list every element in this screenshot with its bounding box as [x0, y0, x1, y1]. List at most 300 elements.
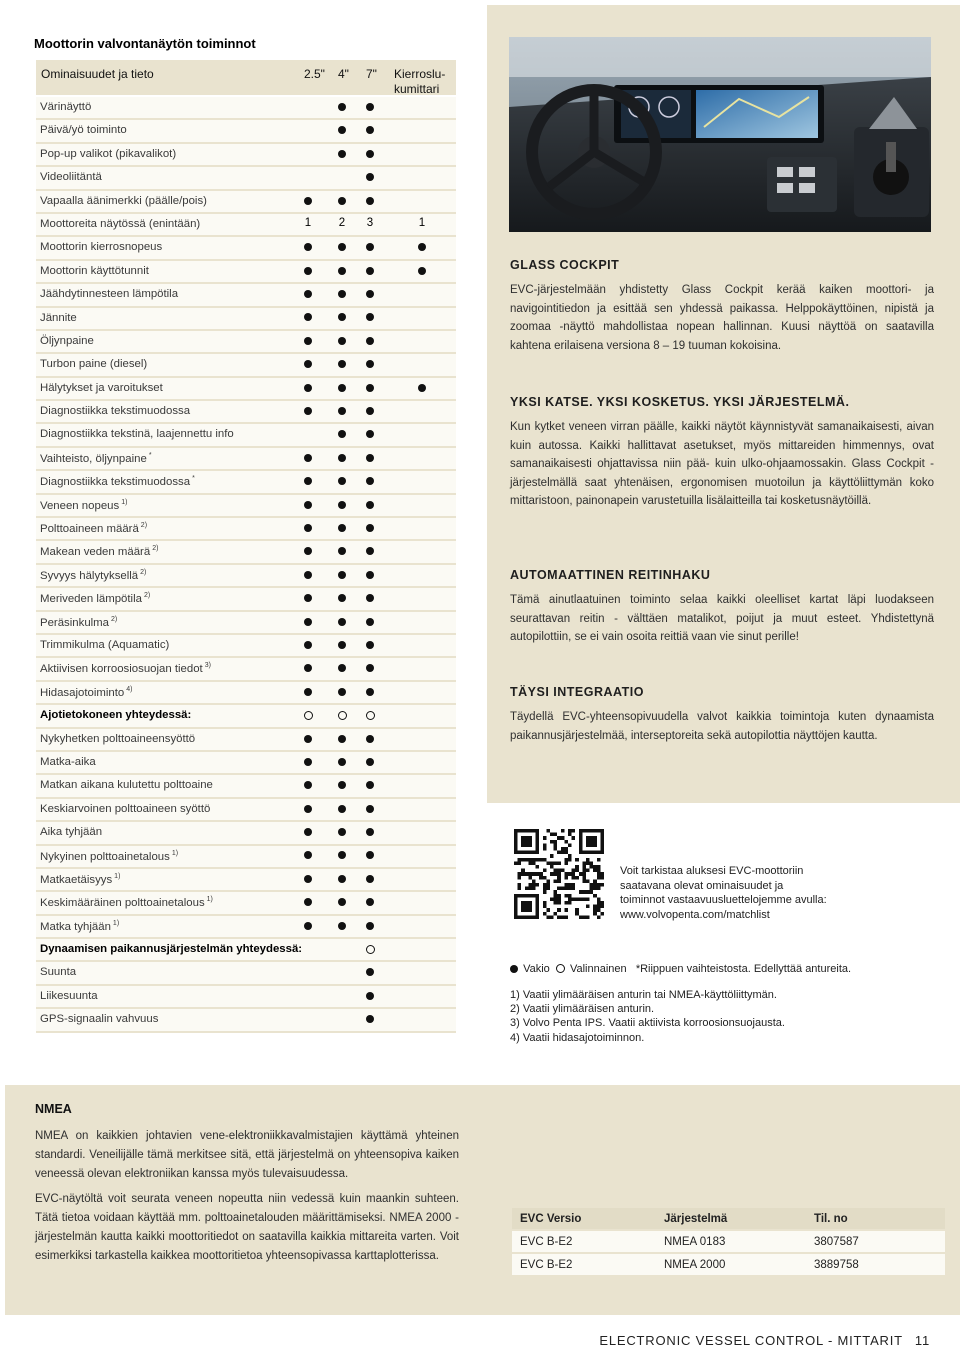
evc-version-cell: EVC B-E2 — [520, 1236, 573, 1248]
standard-dot-icon — [332, 194, 352, 206]
feature-label — [40, 452, 152, 465]
nmea-paragraph: EVC-näytöltä voit seurata veneen nopeutta niin vedessä kuin maankin suhteen. Tätä tietoa voidaan käyttää mm. polttoainetalouden määrittämiseksi. NMEA 2000 -järjestelmän kautta kaikki moottoritiedot on saatavilla kaikkia mittareita varten. Voit esimerkiksi tarkastella kaikkea moottoritietoa yhteensopivassa karttaplotterissa. — [35, 1193, 459, 1262]
footnote-ref: 2) — [152, 545, 159, 553]
standard-dot-icon — [332, 404, 352, 416]
feature-label-text: Dynaamisen paikannusjärjestelmän yhteydessä: — [40, 943, 303, 956]
section-full-integration — [510, 685, 934, 745]
feature-label-text: Päivä/yö toiminto — [40, 124, 127, 137]
qr-code-icon[interactable] — [514, 829, 604, 919]
standard-dot-icon — [360, 872, 380, 884]
standard-dot-icon — [298, 825, 318, 837]
feature-label — [40, 288, 178, 300]
feature-label-text: Hidasajotoiminto — [40, 686, 125, 699]
table-row — [36, 378, 456, 401]
feature-label — [40, 312, 77, 324]
standard-dot-icon — [360, 661, 380, 673]
value-cell: 1 — [304, 216, 312, 229]
header-features: Ominaisuudet ja tieto — [41, 67, 154, 81]
evc-version-cell: EVC B-E2 — [520, 1259, 573, 1271]
feature-label-text: Diagnostiikka tekstimuodossa — [40, 476, 191, 489]
standard-dot-icon — [332, 123, 352, 135]
evc-system-cell: NMEA 2000 — [664, 1259, 726, 1271]
standard-dot-icon — [298, 638, 318, 650]
feature-label — [40, 826, 102, 838]
standard-dot-icon — [298, 521, 318, 533]
footnote-ref: 1) — [121, 498, 128, 506]
standard-dot-icon — [298, 895, 318, 907]
legend-standard: Vakio — [523, 963, 550, 975]
page-footer — [599, 1333, 930, 1348]
section-body: Tämä ainutlaatuinen toiminto selaa kaikki oleelliset kartat läpi luodakseen seurattavan reitin - välttäen matalikot, poijut ja muut esteet. Yhdistettynä autopilottiin, se ei vain osoita reittiä vaan vie sinut perille! — [510, 594, 934, 643]
table-row — [36, 495, 456, 518]
feature-label-text: Moottorin käyttötunnit — [40, 264, 149, 277]
footnote-ref: 1) — [206, 896, 213, 904]
feature-label-text: Värinäyttö — [40, 101, 92, 113]
feature-label — [40, 896, 213, 909]
standard-dot-icon — [332, 240, 352, 252]
optional-ring-icon — [332, 708, 352, 720]
footnote: 4) Vaatii hidasajotoiminnon. — [510, 1031, 645, 1044]
standard-dot-icon — [360, 498, 380, 510]
feature-label-text: Matkan aikana kulutettu polttoaine — [40, 779, 213, 792]
standard-dot-icon — [332, 544, 352, 556]
section-heading: TÄYSI INTEGRAATIO — [510, 685, 644, 699]
feature-label-text: Vapaalla äänimerkki (päälle/pois) — [40, 194, 207, 207]
standard-dot-icon — [360, 381, 380, 393]
feature-label — [40, 803, 210, 815]
table-row — [36, 308, 456, 331]
feature-label — [40, 686, 132, 699]
feature-label — [40, 733, 195, 745]
table-row — [512, 1231, 945, 1254]
feature-label — [40, 101, 91, 113]
standard-dot-icon — [360, 989, 380, 1001]
standard-dot-icon — [360, 427, 380, 439]
table-row — [36, 97, 456, 120]
standard-dot-icon — [332, 615, 352, 627]
optional-ring-icon — [298, 708, 318, 720]
feature-label — [40, 335, 94, 347]
feature-label — [40, 779, 213, 791]
feature-label-text: Turbon paine (diesel) — [40, 358, 148, 371]
cockpit-illustration — [509, 37, 931, 232]
section-glass-cockpit — [510, 258, 934, 355]
table-row — [36, 775, 456, 798]
feature-label-text: Nykyinen polttoainetalous — [40, 850, 170, 863]
evc-system-cell: NMEA 0183 — [664, 1236, 726, 1248]
header-2-5-inch: 2.5" — [304, 67, 325, 81]
table-row — [36, 962, 456, 985]
standard-dot-icon — [298, 334, 318, 346]
feature-label-text: Peräsinkulma — [40, 616, 110, 629]
feature-label-text: Moottoreita näytössä (enintään) — [40, 217, 201, 230]
standard-dot-icon — [360, 100, 380, 112]
standard-dot-icon — [332, 872, 352, 884]
standard-dot-icon — [298, 264, 318, 276]
footnote-ref: 1) — [114, 872, 121, 880]
footnote-ref: * — [192, 475, 195, 483]
feature-label-text: Ajotietokoneen yhteydessä: — [40, 709, 192, 722]
table-row — [36, 541, 456, 564]
standard-dot-icon — [332, 849, 352, 861]
table-row — [36, 401, 456, 424]
standard-dot-icon — [298, 404, 318, 416]
table-header — [36, 60, 456, 97]
standard-dot-icon — [360, 474, 380, 486]
feature-table — [36, 60, 456, 1033]
feature-label-text: Videoliitäntä — [40, 171, 102, 184]
standard-dot-icon — [298, 615, 318, 627]
feature-label — [40, 499, 127, 512]
table-row — [36, 705, 456, 728]
feature-label-text: Moottorin kierrosnopeus — [40, 241, 163, 254]
section-body: Täydellä EVC-yhteensopivuudella valvot kaikkia toimintoja kuten dynaamista paikannusjärjestelmää, interseptoreita sekä autopilottia näyttöjen kautta. — [510, 711, 934, 742]
standard-dot-icon — [298, 451, 318, 463]
table-row — [36, 284, 456, 307]
section-body: EVC-järjestelmään yhdistetty Glass Cockpit kerää kaiken moottori- ja navigointitiedon ja esittää sen yhdessä paikassa. Helppokäyttöinen, nipistä ja zoomaa -näyttö mahdollistaa nopean hallinnan. Kuusi näyttöä on saatavilla kahtena erilaisena versiona 8 – 19 tuuman kokoisina. — [510, 284, 934, 352]
table-body — [36, 97, 456, 1033]
standard-dot-icon — [298, 311, 318, 323]
standard-dot-icon — [332, 334, 352, 346]
standard-dot-icon — [360, 123, 380, 135]
feature-label-text: Makean veden määrä — [40, 546, 151, 559]
feature-label — [40, 639, 169, 651]
qr-line: Voit tarkistaa aluksesi EVC-moottoriin — [620, 865, 804, 877]
table-row — [36, 869, 456, 892]
standard-dot-icon — [298, 568, 318, 580]
feature-label-text: GPS-signaalin vahvuus — [40, 1013, 159, 1026]
feature-label-text: Diagnostiikka tekstimuodossa — [40, 405, 191, 418]
standard-dot-icon — [360, 147, 380, 159]
standard-dot-icon — [360, 170, 380, 182]
page-number: 11 — [914, 1333, 930, 1348]
optional-ring-icon — [360, 942, 380, 954]
feature-label-text: Liikesuunta — [40, 989, 98, 1002]
table-row — [512, 1254, 945, 1277]
table-row — [36, 565, 456, 588]
feature-label — [40, 920, 119, 933]
table-row — [36, 682, 456, 705]
table-row — [36, 237, 456, 260]
footnote: 3) Volvo Penta IPS. Vaatii aktiivista korroosionsuojausta. — [510, 1017, 785, 1030]
feature-label-text: Aika tyhjään — [40, 826, 103, 839]
footnote: 2) Vaatii ylimääräisen anturin. — [510, 1003, 655, 1016]
standard-dot-icon — [298, 498, 318, 510]
section-heading: GLASS COCKPIT — [510, 258, 620, 272]
nmea-box — [5, 1085, 960, 1315]
standard-dot-icon — [298, 474, 318, 486]
standard-dot-icon — [332, 287, 352, 299]
standard-dot-icon — [360, 568, 380, 580]
feature-label-text: Syvyys hälytyksellä — [40, 569, 139, 582]
footnote-ref: 2) — [111, 615, 118, 623]
table-row — [36, 658, 456, 681]
standard-dot-icon — [360, 919, 380, 931]
table-row — [36, 799, 456, 822]
header-4-inch: 4" — [338, 67, 349, 81]
feature-label — [40, 1013, 158, 1025]
table-row — [36, 1009, 456, 1032]
optional-ring-icon — [556, 964, 565, 973]
evc-header-system: Järjestelmä — [664, 1213, 728, 1225]
table-row — [36, 892, 456, 915]
standard-dot-icon — [360, 521, 380, 533]
legend — [510, 963, 851, 975]
feature-label — [40, 265, 149, 277]
footnote-ref: 2) — [143, 592, 151, 600]
standard-dot-icon — [332, 591, 352, 603]
standard-dot-icon — [298, 544, 318, 556]
section-body: Kun kytket veneen virran päälle, kaikki näytöt käynnistyvät samanaikaisesti, aivan kuin autossa. Kaikki hallittavat asetukset, myös mittareiden himmennys, ovat samanaikaisesti ohjattavissa niin pää- kuin ulko-ohjaamossakin. Glass Cockpit -järjestelmällä saat yhtenäisen, ergonomisen muotoilun ja käyttöliittymän koko mittaristoon, painonapein varustetuilla lisälaitteilla tai kosketusnäytöillä. — [510, 421, 934, 507]
standard-dot-icon — [332, 311, 352, 323]
standard-dot-icon — [332, 568, 352, 580]
value-cell: 1 — [418, 216, 426, 229]
footnote-ref: * — [148, 451, 152, 459]
section-heading: YKSI KATSE. YKSI KOSKETUS. YKSI JÄRJESTELMÄ. — [510, 395, 850, 409]
optional-ring-icon — [360, 708, 380, 720]
table-row — [36, 424, 456, 447]
table-row — [36, 518, 456, 541]
standard-dot-icon — [412, 240, 432, 252]
standard-dot-icon — [332, 895, 352, 907]
standard-dot-icon — [298, 661, 318, 673]
standard-dot-icon — [332, 451, 352, 463]
standard-dot-icon — [360, 685, 380, 697]
table-row — [36, 144, 456, 167]
standard-dot-icon — [360, 825, 380, 837]
value-cell: 3 — [366, 216, 374, 229]
feature-label — [40, 124, 127, 136]
standard-dot-icon — [332, 100, 352, 112]
standard-dot-icon — [360, 638, 380, 650]
table-row — [36, 261, 456, 284]
standard-dot-icon — [332, 427, 352, 439]
standard-dot-icon — [360, 849, 380, 861]
header-tachometer: Kierroslu-kumittari — [394, 67, 446, 96]
feature-label — [40, 195, 207, 207]
qr-line: toiminnot vastaavuusluettelojemme avulla: — [620, 894, 827, 906]
standard-dot-icon — [360, 802, 380, 814]
feature-label-text: Matka-aika — [40, 755, 96, 768]
standard-dot-icon — [298, 357, 318, 369]
feature-label — [40, 382, 163, 394]
feature-label-text: Suunta — [40, 966, 77, 979]
value-cell: 2 — [338, 216, 346, 229]
standard-dot-icon — [332, 147, 352, 159]
standard-dot-icon — [298, 802, 318, 814]
evc-order-cell: 3889758 — [814, 1259, 859, 1271]
standard-dot-icon — [360, 287, 380, 299]
standard-dot-icon — [332, 755, 352, 767]
standard-dot-icon — [332, 661, 352, 673]
standard-dot-icon — [360, 451, 380, 463]
table-row — [36, 588, 456, 611]
nmea-title: NMEA — [35, 1102, 72, 1116]
table-row — [36, 448, 456, 471]
footnote-ref: 1) — [171, 849, 179, 857]
standard-dot-icon — [298, 591, 318, 603]
standard-dot-icon — [360, 404, 380, 416]
table-row — [36, 752, 456, 775]
feature-label — [40, 756, 96, 768]
standard-dot-icon — [360, 755, 380, 767]
standard-dot-icon — [332, 638, 352, 650]
standard-dot-icon — [360, 240, 380, 252]
feature-label-text: Öljynpaine — [40, 334, 94, 347]
legend-optional: Valinnainen — [569, 963, 627, 975]
feature-label — [40, 662, 211, 675]
table-row — [36, 471, 456, 494]
nmea-paragraph: NMEA on kaikkien johtavien vene-elektroniikkavalmistajien käyttämä yhteinen standardi. Veneilijälle tämä merkitsee sitä, että järjestelmä on yhteensopiva kaiken veneessä olevan elektroniikan kanssa myös tulevaisuudessa. — [35, 1130, 459, 1180]
section-auto-routing — [510, 568, 934, 647]
standard-dot-icon — [332, 685, 352, 697]
feature-label-text: Nykyhetken polttoaineensyöttö — [40, 732, 196, 745]
standard-dot-icon — [298, 685, 318, 697]
standard-dot-icon — [332, 357, 352, 369]
feature-label — [40, 171, 102, 183]
table-row — [36, 191, 456, 214]
standard-dot-icon — [360, 357, 380, 369]
feature-label-text: Hälytykset ja varoitukset — [40, 381, 163, 394]
section-one-system — [510, 395, 934, 511]
table-row — [36, 635, 456, 658]
standard-dot-icon — [298, 287, 318, 299]
evc-header-order-no: Til. no — [814, 1213, 848, 1225]
qr-line: saatavana olevat ominaisuudet ja — [620, 879, 784, 892]
standard-dot-icon — [298, 755, 318, 767]
standard-dot-icon — [360, 264, 380, 276]
feature-label-text: Aktiivisen korroosiosuojan tiedot — [40, 663, 203, 676]
feature-label — [40, 428, 234, 440]
footnote: 1) Vaatii ylimääräisen anturin tai NMEA-käyttöliittymän. — [510, 989, 777, 1001]
standard-dot-icon — [332, 474, 352, 486]
table-row — [36, 729, 456, 752]
standard-dot-icon — [360, 615, 380, 627]
page-title: Moottorin valvontanäytön toiminnot — [34, 36, 256, 51]
table-row — [36, 939, 456, 962]
standard-dot-icon — [360, 591, 380, 603]
feature-label-text: Jäähdytinnesteen lämpötila — [40, 288, 179, 301]
feature-label — [40, 990, 98, 1002]
standard-dot-icon — [360, 965, 380, 977]
table-row — [36, 214, 456, 237]
feature-label-text: Jännite — [40, 311, 77, 324]
table-row — [36, 846, 456, 869]
standard-dot-icon — [332, 802, 352, 814]
footnotes — [510, 988, 785, 1045]
standard-dot-icon — [298, 778, 318, 790]
feature-label — [40, 148, 176, 160]
footnote-ref: 3) — [204, 662, 211, 670]
evc-order-cell: 3807587 — [814, 1236, 859, 1248]
standard-dot-icon — [412, 381, 432, 393]
right-panel — [487, 5, 960, 803]
table-row — [36, 167, 456, 190]
feature-label — [40, 545, 158, 558]
feature-label-text: Trimmikulma (Aquamatic) — [40, 638, 170, 651]
feature-label-text: Keskiarvoinen polttoaineen syöttö — [40, 802, 211, 815]
standard-dot-icon — [510, 965, 518, 973]
feature-label — [40, 966, 76, 978]
feature-label-text: Matka tyhjään — [40, 920, 111, 933]
glass-cockpit-photo — [509, 37, 931, 232]
feature-label — [40, 241, 162, 253]
evc-table — [512, 1208, 945, 1277]
feature-label-text: Matkaetäisyys — [40, 873, 113, 886]
table-row — [36, 120, 456, 143]
feature-label-text: Diagnostiikka tekstinä, laajennettu info — [40, 428, 234, 441]
evc-header-version: EVC Versio — [520, 1213, 582, 1225]
footnote-ref: 2) — [140, 522, 148, 530]
qr-link[interactable]: www.volvopenta.com/matchlist — [620, 908, 770, 921]
feature-label — [40, 850, 178, 863]
footnote-ref: 4) — [126, 685, 133, 693]
feature-label — [40, 218, 200, 230]
feature-label — [40, 475, 195, 488]
footnote-ref: 1) — [112, 919, 120, 927]
feature-label — [40, 616, 117, 629]
standard-dot-icon — [332, 919, 352, 931]
standard-dot-icon — [332, 264, 352, 276]
feature-label — [40, 709, 191, 721]
feature-label — [40, 873, 120, 886]
standard-dot-icon — [298, 849, 318, 861]
feature-label-text: Veneen nopeus — [40, 499, 120, 512]
feature-label — [40, 592, 150, 605]
standard-dot-icon — [332, 825, 352, 837]
standard-dot-icon — [360, 194, 380, 206]
standard-dot-icon — [360, 778, 380, 790]
standard-dot-icon — [360, 311, 380, 323]
feature-label — [40, 405, 190, 417]
standard-dot-icon — [332, 521, 352, 533]
footer-title: ELECTRONIC VESSEL CONTROL - MITTARIT — [599, 1333, 903, 1348]
feature-label — [40, 569, 146, 582]
standard-dot-icon — [360, 544, 380, 556]
standard-dot-icon — [360, 895, 380, 907]
standard-dot-icon — [298, 240, 318, 252]
table-row — [36, 986, 456, 1009]
standard-dot-icon — [332, 498, 352, 510]
standard-dot-icon — [298, 194, 318, 206]
section-heading: AUTOMAATTINEN REITINHAKU — [510, 568, 711, 582]
table-row — [36, 354, 456, 377]
feature-label — [40, 522, 147, 535]
table-row — [36, 612, 456, 635]
standard-dot-icon — [298, 872, 318, 884]
standard-dot-icon — [298, 381, 318, 393]
feature-label-text: Pop-up valikot (pikavalikot) — [40, 147, 177, 160]
feature-label-text: Meriveden lämpötila — [40, 593, 142, 606]
standard-dot-icon — [412, 264, 432, 276]
feature-label-text: Polttoaineen määrä — [40, 523, 139, 536]
standard-dot-icon — [360, 334, 380, 346]
standard-dot-icon — [332, 778, 352, 790]
table-row — [36, 916, 456, 939]
standard-dot-icon — [360, 732, 380, 744]
table-row — [36, 822, 456, 845]
table-row — [36, 331, 456, 354]
qr-description — [620, 864, 860, 922]
legend-note: *Riippuen vaihteistosta. Edellyttää antureita. — [635, 963, 852, 975]
standard-dot-icon — [332, 732, 352, 744]
standard-dot-icon — [298, 919, 318, 931]
evc-table-header — [512, 1208, 945, 1231]
header-7-inch: 7" — [366, 67, 377, 81]
standard-dot-icon — [360, 1012, 380, 1024]
feature-label-text: Vaihteisto, öljynpaine — [40, 452, 147, 465]
standard-dot-icon — [298, 732, 318, 744]
